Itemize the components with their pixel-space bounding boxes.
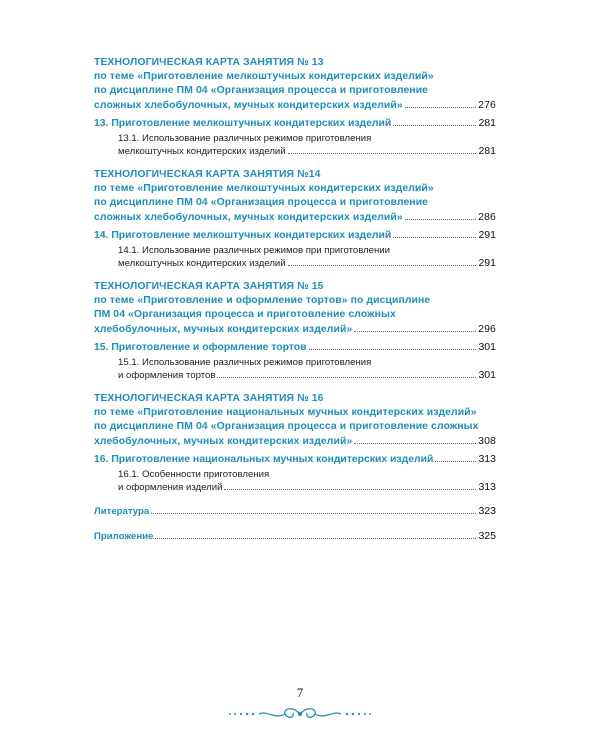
heading-line: по дисциплине ПМ 04 «Организация процесса и приготовление (94, 197, 429, 208)
leader-dots (155, 538, 476, 539)
heading-row (94, 434, 496, 449)
section-row-page: 313 (478, 453, 496, 465)
appendix-row-title: Литература (94, 506, 150, 517)
leader-dots (288, 265, 477, 266)
section-row (94, 452, 496, 467)
toc-entry (94, 280, 496, 382)
leader-dots (393, 125, 476, 126)
heading-row-title: хлебобулочных, мучных кондитерских изделий» (94, 324, 353, 335)
heading-row-page: 286 (478, 211, 496, 223)
section-row-title: 14. Приготовление мелкоштучных кондитерских изделий (94, 230, 392, 241)
leader-dots (288, 153, 477, 154)
leader-dots (224, 489, 476, 490)
heading-line: по дисциплине ПМ 04 «Организация процесса и приготовление сложных (94, 421, 479, 432)
heading-line: по теме «Приготовление национальных мучных кондитерских изделий» (94, 407, 477, 418)
subsection-row-title: и оформления тортов (118, 370, 216, 381)
heading-row-page: 308 (478, 435, 496, 447)
heading-line: ТЕХНОЛОГИЧЕСКАЯ КАРТА ЗАНЯТИЯ № 15 (94, 281, 324, 292)
lesson-heading (94, 56, 496, 113)
subsection-row-title: мелкоштучных кондитерских изделий (118, 146, 286, 157)
section-row-title: 15. Приготовление и оформление тортов (94, 342, 307, 353)
subsection-row-page: 281 (478, 145, 496, 157)
lesson-heading (94, 392, 496, 449)
section-row-page: 281 (478, 117, 496, 129)
section-entry (94, 228, 496, 243)
section-row (94, 116, 496, 131)
subsection-row-page: 301 (478, 369, 496, 381)
leader-dots (393, 237, 476, 238)
section-row-page: 291 (478, 229, 496, 241)
heading-line: ПМ 04 «Организация процесса и приготовление сложных (94, 309, 396, 320)
toc-tail (94, 504, 496, 544)
subsection-row (118, 369, 496, 382)
leader-dots (151, 513, 476, 514)
leader-dots (354, 443, 476, 444)
heading-line: ТЕХНОЛОГИЧЕСКАЯ КАРТА ЗАНЯТИЯ № 13 (94, 57, 324, 68)
heading-line: по теме «Приготовление мелкоштучных кондитерских изделий» (94, 71, 434, 82)
toc-blocks (94, 56, 496, 494)
leader-dots (405, 107, 476, 108)
toc-entry (94, 56, 496, 158)
heading-line: ТЕХНОЛОГИЧЕСКАЯ КАРТА ЗАНЯТИЯ № 16 (94, 393, 324, 404)
heading-row-title: сложных хлебобулочных, мучных кондитерских изделий» (94, 100, 403, 111)
section-entry (94, 340, 496, 355)
subsection-row (118, 145, 496, 158)
subsection-entry (94, 468, 496, 494)
appendix-row-page: 325 (478, 530, 496, 542)
subsection-line: 15.1. Использование различных режимов приготовления (118, 357, 372, 368)
toc-entry (94, 168, 496, 270)
subsection-row-page: 291 (478, 257, 496, 269)
appendix-row-title: Приложение (94, 531, 154, 542)
lesson-heading (94, 280, 496, 337)
table-of-contents (94, 56, 496, 554)
appendix-row (94, 504, 496, 519)
section-row-page: 301 (478, 341, 496, 353)
appendix-row (94, 529, 496, 544)
heading-row-page: 296 (478, 323, 496, 335)
subsection-row (118, 257, 496, 270)
leader-dots (217, 377, 476, 378)
heading-line: по теме «Приготовление и оформление тортов» по дисциплине (94, 295, 431, 306)
decorative-ornament-icon (225, 704, 375, 724)
section-row (94, 340, 496, 355)
subsection-line: 16.1. Особенности приготовления (118, 469, 270, 480)
subsection-entry (94, 132, 496, 158)
heading-line: по теме «Приготовление мелкоштучных кондитерских изделий» (94, 183, 434, 194)
heading-row (94, 210, 496, 225)
leader-dots (309, 349, 477, 350)
subsection-row-title: мелкоштучных кондитерских изделий (118, 258, 286, 269)
heading-line: по дисциплине ПМ 04 «Организация процесса и приготовление (94, 85, 429, 96)
section-row-title: 16. Приготовление национальных мучных кондитерских изделий (94, 454, 434, 465)
lesson-heading (94, 168, 496, 225)
heading-line: ТЕХНОЛОГИЧЕСКАЯ КАРТА ЗАНЯТИЯ №14 (94, 169, 321, 180)
heading-row-title: сложных хлебобулочных, мучных кондитерских изделий» (94, 212, 403, 223)
section-entry (94, 452, 496, 467)
heading-row (94, 98, 496, 113)
heading-row-title: хлебобулочных, мучных кондитерских изделий» (94, 436, 353, 447)
leader-dots (354, 331, 476, 332)
subsection-row (118, 481, 496, 494)
subsection-entry (94, 244, 496, 270)
subsection-line: 14.1. Использование различных режимов при приготовлении (118, 245, 391, 256)
subsection-entry (94, 356, 496, 382)
toc-entry (94, 392, 496, 494)
page-footer (0, 684, 600, 724)
section-entry (94, 116, 496, 131)
heading-row (94, 322, 496, 337)
leader-dots (405, 219, 476, 220)
appendix-row-page: 323 (478, 505, 496, 517)
section-row-title: 13. Приготовление мелкоштучных кондитерских изделий (94, 118, 392, 129)
subsection-row-page: 313 (478, 481, 496, 493)
section-row (94, 228, 496, 243)
heading-row-page: 276 (478, 99, 496, 111)
page-number: 7 (296, 685, 304, 700)
subsection-line: 13.1. Использование различных режимов приготовления (118, 133, 372, 144)
leader-dots (435, 461, 476, 462)
subsection-row-title: и оформления изделий (118, 482, 223, 493)
